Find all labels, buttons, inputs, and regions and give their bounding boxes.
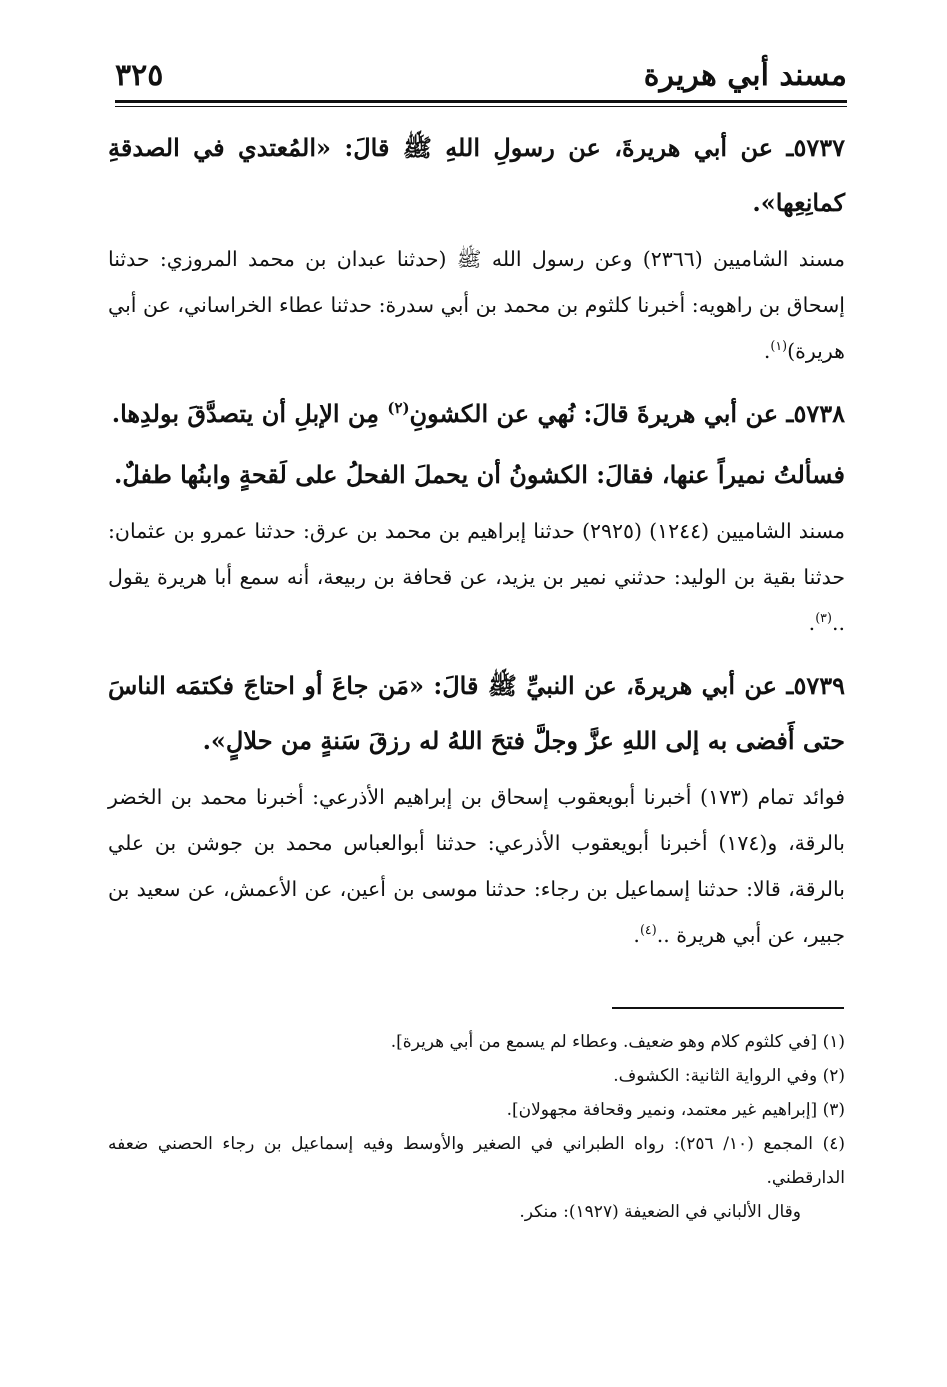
source-text: مسند الشاميين (٢٣٦٦) وعن رسول الله ﷺ (حدثنا عبدان بن محمد المروزي: حدثنا إسحاق بن راهويه: أخبرنا كلثوم بن محمد بن أبي سدرة: حدثنا عطاء الخراساني، عن أبي هريرة)	[108, 247, 845, 363]
footnote-4-continued: وقال الألباني في الضعيفة (١٩٢٧): منكر.	[519, 1202, 801, 1222]
header-rule-thin	[115, 106, 847, 107]
footnote-separator	[612, 1007, 844, 1009]
sentence-end: .	[633, 923, 640, 947]
hadith-5739: ٥٧٣٩ـ عن أبي هريرةَ، عن النبيِّ ﷺ قالَ: «مَن جاعَ أو احتاجَ فكتمَه الناسَ حتى أَفضى به إلى اللهِ عزَّ وجلَّ فتحَ اللهُ له رزقَ سَنةٍ من حلالٍ».	[108, 671, 845, 755]
page-number: ٣٢٥	[115, 58, 164, 93]
hadith-5738-explanation: فسألتُ نميراً عنها، فقالَ: الكشونُ أن يحملَ الفحلُ على لَقحةٍ وابنُها طفلٌ.	[114, 460, 845, 489]
footnote-ref-3[interactable]: (٣)	[815, 610, 832, 626]
header-rule	[115, 100, 847, 103]
footnote-1: (١) [في كلثوم كلام وهو ضعيف. وعطاء لم يسمع من أبي هريرة].	[390, 1032, 845, 1052]
page-header	[115, 58, 847, 98]
footnote-ref-4[interactable]: (٤)	[639, 922, 657, 938]
footnote-4: (٤) المجمع (١٠/ ٢٥٦): رواه الطبراني في الصغير والأوسط وفيه إسماعيل بن رجاء الحصني ضعفه الدارقطني.	[108, 1134, 845, 1188]
source-5737	[108, 236, 845, 374]
main-text	[108, 120, 845, 970]
footnote-3: (٣) [إبراهيم غير معتمد، ونمير وقحافة مجهولان].	[506, 1100, 845, 1120]
footnote-2: (٢) وفي الرواية الثانية: الكشوف.	[613, 1066, 845, 1086]
footnote-ref-2[interactable]: (٢)	[387, 399, 410, 417]
footnotes	[108, 1025, 845, 1229]
source-text: مسند الشاميين (١٢٤٤) (٢٩٢٥) حدثنا إبراهيم بن محمد بن عرق: حدثنا عمرو بن عثمان: حدثنا بقية بن الوليد: حدثني نمير بن يزيد، عن قحافة بن ربيعة، أنه سمع أبا هريرة يقول ..	[108, 519, 845, 635]
source-5738	[108, 508, 845, 646]
hadith-text-cont: مِن الإبلِ أن يتصدَّقَ بولدِها.	[111, 399, 388, 428]
source-5739	[108, 774, 845, 958]
hadith-5738	[108, 386, 845, 441]
sentence-end: .	[763, 339, 771, 363]
hadith-5737: ٥٧٣٧ـ عن أبي هريرةَ، عن رسولِ اللهِ ﷺ قالَ: «المُعتدي في الصدقةِ كمانِعِها».	[108, 133, 845, 217]
source-text: فوائد تمام (١٧٣) أخبرنا أبويعقوب إسحاق بن إبراهيم الأذرعي: أخبرنا محمد بن الخضر بالرقة، و(١٧٤) أخبرنا أبويعقوب الأذرعي: حدثنا أبوالعباس محمد بن جوشن بن علي بالرقة، قالا: حدثنا إسماعيل بن رجاء: حدثنا موسى بن أعين، عن الأعمش، عن سعيد بن جبير، عن أبي هريرة ..	[108, 785, 846, 947]
running-title: مسند أبي هريرة	[643, 58, 847, 93]
hadith-text: ٥٧٣٨ـ عن أبي هريرةَ قالَ: نُهي عن الكشونِ	[409, 399, 845, 428]
footnote-ref-1[interactable]: (١)	[770, 338, 788, 354]
sentence-end: .	[808, 611, 816, 635]
